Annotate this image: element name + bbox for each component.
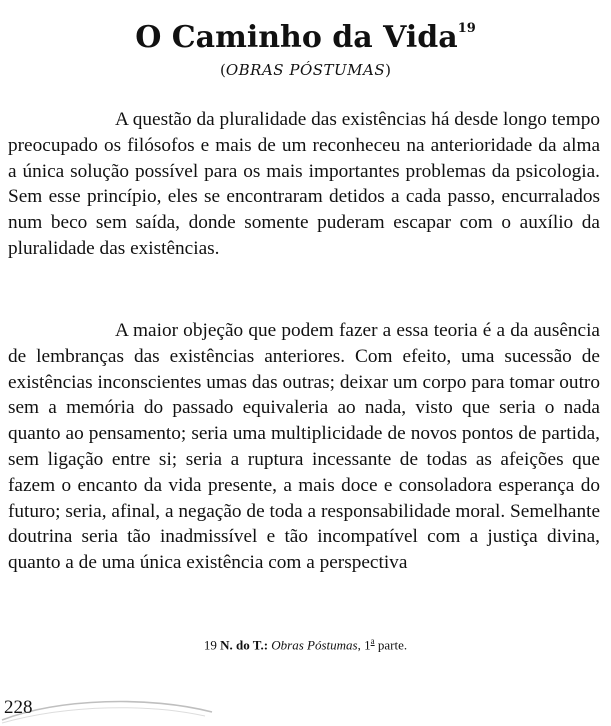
footnote bbox=[0, 636, 611, 653]
footnote-part-suffix: parte. bbox=[374, 637, 408, 653]
paragraph-2: A maior objeção que podem fazer a essa teoria é a da ausência de lembranças das existências anteriores. Com efeito, uma sucessão de existências inconscientes umas das outras; deixar um corpo para tomar outro sem a memória do passado equivaleria ao nada, visto que seria o nada quanto ao pensamento; seria uma multiplicidade de novos pontos de partida, sem ligação entre si; seria a ruptura incessante de todas as afeições que fazem o encanto da vida presente, a mais doce e consoladora esperança do futuro; seria, afinal, a negação de toda a responsabilidade moral. Semelhante doutrina seria tão inadmissível e tão incompatível com a justiça divina, quanto a de uma única existência com a perspectiva bbox=[8, 320, 600, 574]
page-number: 228 bbox=[4, 697, 33, 718]
chapter-title-text: O Caminho da Vida bbox=[135, 20, 458, 55]
footnote-part-number: 1 bbox=[364, 637, 371, 653]
footnote-separator: , bbox=[357, 637, 365, 653]
page-corner-swoosh-icon bbox=[0, 690, 220, 726]
subtitle-close-paren: ) bbox=[385, 61, 391, 79]
subtitle-open-paren: ( bbox=[220, 61, 226, 79]
subtitle-text: OBRAS PÓSTUMAS bbox=[225, 61, 386, 79]
footnote-number: 19 bbox=[203, 637, 217, 653]
chapter-title bbox=[0, 12, 611, 55]
chapter-subtitle bbox=[0, 60, 611, 80]
paragraph-1: A questão da pluralidade das existências há desde longo tempo preocupado os filósofos e mais de um reconheceu na anterioridade da alma a única solução possível para os mais importantes problemas da psicologia. Sem esse princípio, eles se encontraram detidos a cada passo, encurralados num beco sem saída, donde somente puderam escapar com o auxílio da pluralidade das existências. bbox=[8, 109, 600, 259]
footnote-part-ordinal: a bbox=[370, 636, 375, 646]
footnote-label: N. do T.: bbox=[220, 637, 269, 653]
footnote-source: Obras Póstumas bbox=[271, 637, 358, 653]
footnote-ref: 19 bbox=[457, 21, 476, 36]
